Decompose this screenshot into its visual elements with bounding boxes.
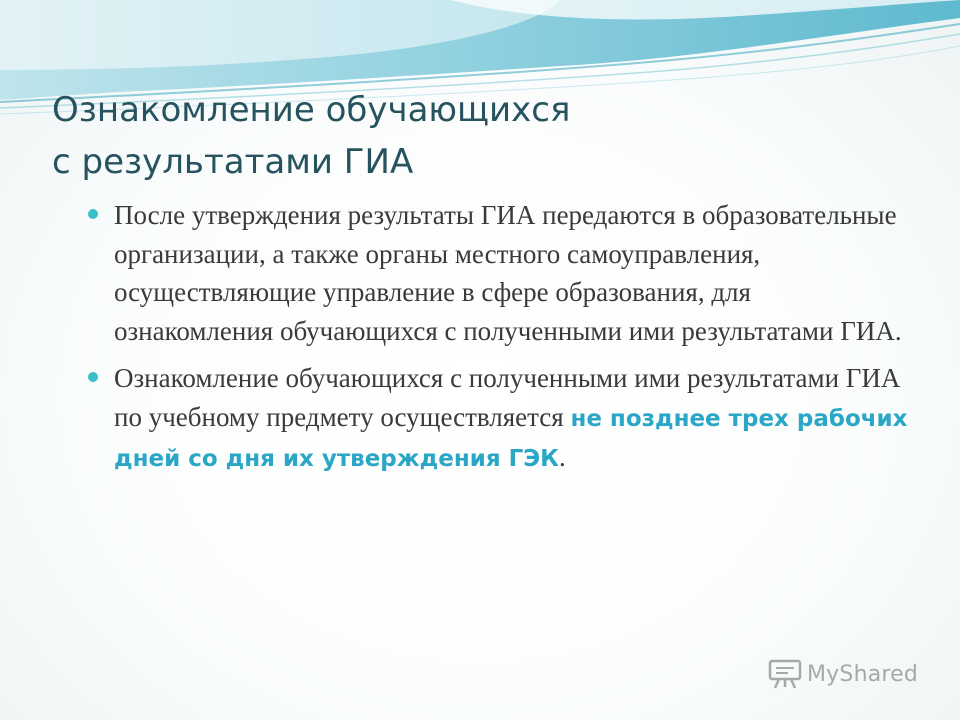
bullet-highlight-deadline: не позднее трех рабочих дней со дня их утверждения ГЭК bbox=[114, 405, 908, 472]
bullet-text-2: Ознакомление обучающихся с полученными ими результатами ГИА по учебному предмету осуществляется bbox=[114, 363, 901, 432]
bullet-text-2-end: . bbox=[558, 442, 566, 472]
watermark-text: MyShared bbox=[807, 661, 919, 687]
slide-title-line-2: с результатами ГИА bbox=[52, 142, 414, 182]
slide-title-line-1: Ознакомление обучающихся bbox=[52, 90, 571, 130]
bullet-item-2 bbox=[88, 359, 908, 479]
bullet-text-1: После утверждения результаты ГИА передаются в образовательные организации, а также органы местного самоуправления, осуществляющие управление в сфере образования, для ознакомления обучающихся с полученными ими результатами ГИА. bbox=[114, 200, 902, 346]
bullet-item-1 bbox=[88, 196, 908, 350]
slide-title bbox=[52, 84, 912, 188]
myshared-watermark bbox=[768, 656, 918, 692]
bullet-marker-icon bbox=[88, 372, 98, 382]
presentation-board-icon bbox=[768, 658, 802, 690]
bullet-list bbox=[88, 196, 908, 488]
bullet-marker-icon bbox=[88, 209, 98, 219]
